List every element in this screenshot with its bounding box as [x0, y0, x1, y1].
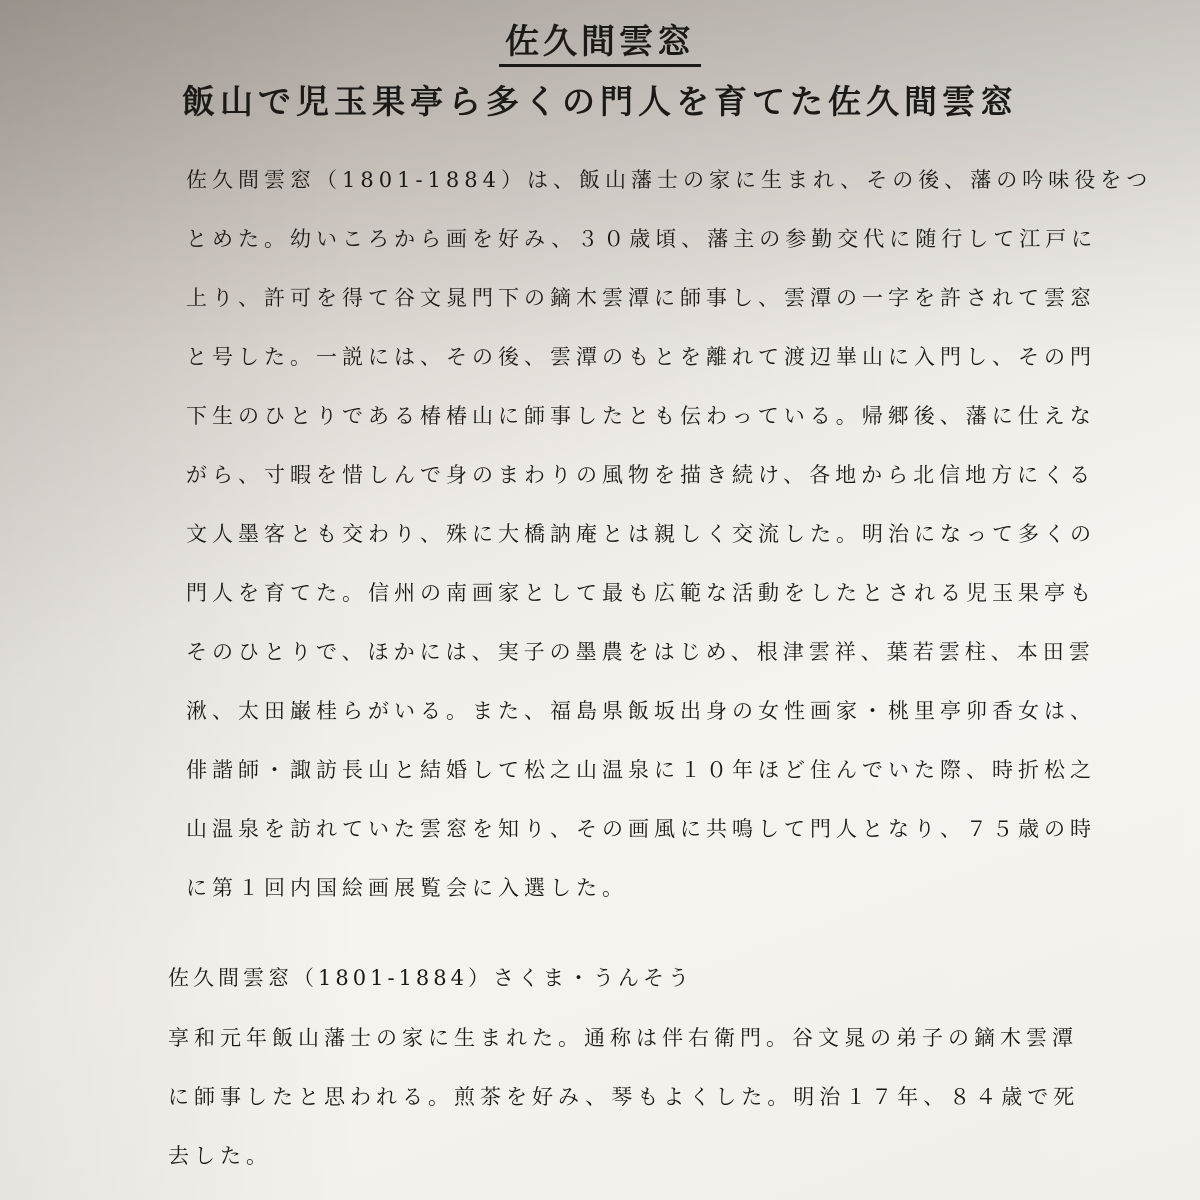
paragraph-line: に第１回内国絵画展覧会に入選した。: [186, 876, 628, 900]
paragraph-line: 門人を育てた。信州の南画家として最も広範な活動をしたとされる児玉果亭も: [186, 581, 1096, 605]
paragraph-line: 湫、太田巌桂らがいる。また、福島県飯坂出身の女性画家・桃里亭卯香女は、: [186, 699, 1096, 723]
paragraph-line: に師事したと思われる。煎茶を好み、琴もよくした。明治１７年、８４歳で死: [168, 1085, 1080, 1109]
paragraph-line: がら、寸暇を惜しんで身のまわりの風物を描き続け、各地から北信地方にくる: [186, 463, 1096, 487]
paragraph-line: そのひとりで、ほかには、実子の墨農をはじめ、根津雲祥、葉若雲柱、本田雲: [186, 640, 1095, 664]
paragraph-line: 下生のひとりである椿椿山に師事したとも伝わっている。帰郷後、藩に仕えな: [186, 404, 1096, 428]
profile-heading: 佐久間雲窓（1801-1884）さくま・うんそう: [168, 966, 693, 990]
paragraph-line: とめた。幼いころから画を好み、３０歳頃、藩主の参勤交代に随行して江戸に: [186, 227, 1098, 251]
paragraph-line: と号した。一説には、その後、雲潭のもとを離れて渡辺崋山に入門し、その門: [186, 345, 1096, 369]
paragraph-line: 去した。: [168, 1144, 272, 1168]
paragraph-line: 佐久間雲窓（1801-1884）は、飯山藩士の家に生まれ、その後、藩の吟味役をつ: [186, 168, 1153, 192]
document-subtitle: 飯山で児玉果亭ら多くの門人を育てた佐久間雲窓: [182, 82, 1018, 121]
paragraph-line: 上り、許可を得て谷文晁門下の鏑木雲潭に師事し、雲潭の一字を許されて雲窓: [186, 286, 1096, 310]
biography-paragraph: [186, 160, 1196, 927]
document-title-text: 佐久間雲窓: [499, 22, 701, 67]
document-title: [0, 14, 1200, 63]
profile-paragraph: [168, 1018, 1198, 1195]
paragraph-line: 俳諧師・諏訪長山と結婚して松之山温泉に１０年ほど住んでいた際、時折松之: [186, 758, 1096, 782]
paragraph-line: 山温泉を訪れていた雲窓を知り、その画風に共鳴して門人となり、７５歳の時: [186, 817, 1096, 841]
paragraph-line: 享和元年飯山藩士の家に生まれた。通称は伴右衛門。谷文晁の弟子の鏑木雲潭: [168, 1026, 1078, 1050]
paragraph-line: 文人墨客とも交わり、殊に大橋訥庵とは親しく交流した。明治になって多くの: [186, 522, 1096, 546]
